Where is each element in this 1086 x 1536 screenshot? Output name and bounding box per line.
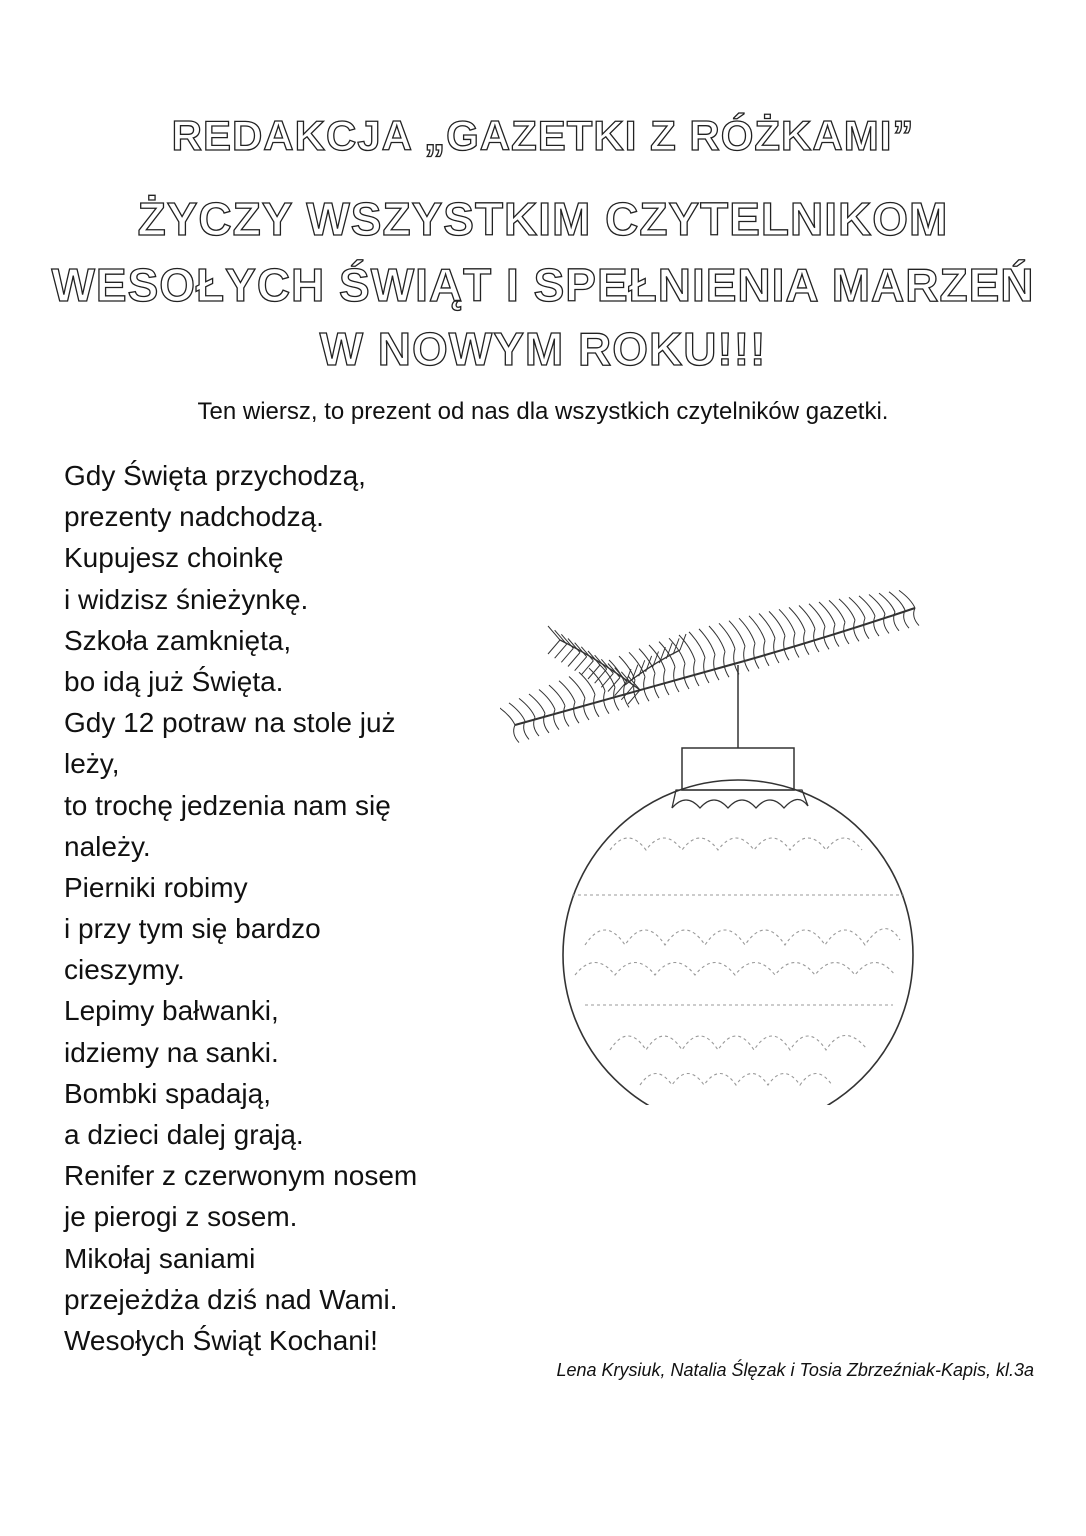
poem-line: idziemy na sanki. — [64, 1036, 279, 1068]
poem-line: prezenty nadchodzą. — [64, 501, 324, 533]
poem-line: Renifer z czerwonym nosem — [64, 1160, 418, 1192]
poem-line: Kupujesz choinkę — [64, 542, 284, 574]
heading-line-2: ŻYCZY WSZYSTKIM CZYTELNIKOM — [137, 193, 949, 245]
heading-line-4: W NOWYM ROKU!!! — [319, 323, 767, 375]
poem-line: Gdy Święta przychodzą, — [64, 460, 366, 491]
poem-line: Mikołaj saniami — [64, 1242, 256, 1274]
poem-line: należy. — [64, 830, 151, 862]
poem-line: to trochę jedzenia nam się — [64, 789, 391, 821]
poem-line: i widzisz śnieżynkę. — [64, 583, 309, 615]
poem-line: leży, — [64, 748, 120, 780]
poem-line: Bombki spadają, — [64, 1077, 272, 1109]
poem-line: bo idą już Święta. — [64, 665, 284, 697]
heading-line-1: REDAKCJA „GAZETKI Z RÓŻKAMI” — [171, 112, 915, 159]
intro-text: Ten wiersz, to prezent od nas dla wszystkich czytelników gazetki. — [197, 398, 889, 425]
poem-line: je pierogi z sosem. — [64, 1201, 298, 1233]
poem-line: Wesołych Świąt Kochani! — [64, 1324, 378, 1356]
author-credit: Lena Krysiuk, Natalia Ślęzak i Tosia Zbrzeźniak-Kapis, kl.3a — [556, 1360, 1034, 1380]
poem — [64, 455, 484, 1361]
poem-line: a dzieci dalej grają. — [64, 1119, 304, 1150]
poem-line: cieszymy. — [64, 954, 185, 986]
poem-line: przejeżdża dziś nad Wami. — [64, 1283, 398, 1315]
heading-line-3: WESOŁYCH ŚWIĄT I SPEŁNIENIA MARZEŃ — [51, 259, 1035, 311]
poem-line: Gdy 12 potraw na stole już — [64, 707, 396, 739]
poem-line: Szkoła zamknięta, — [64, 624, 292, 656]
poem-line: Pierniki robimy — [64, 871, 248, 903]
christmas-bauble-with-fir-branch-icon — [500, 585, 930, 1105]
poem-line: i przy tym się bardzo — [64, 913, 321, 945]
poem-line: Lepimy bałwanki, — [64, 995, 279, 1027]
